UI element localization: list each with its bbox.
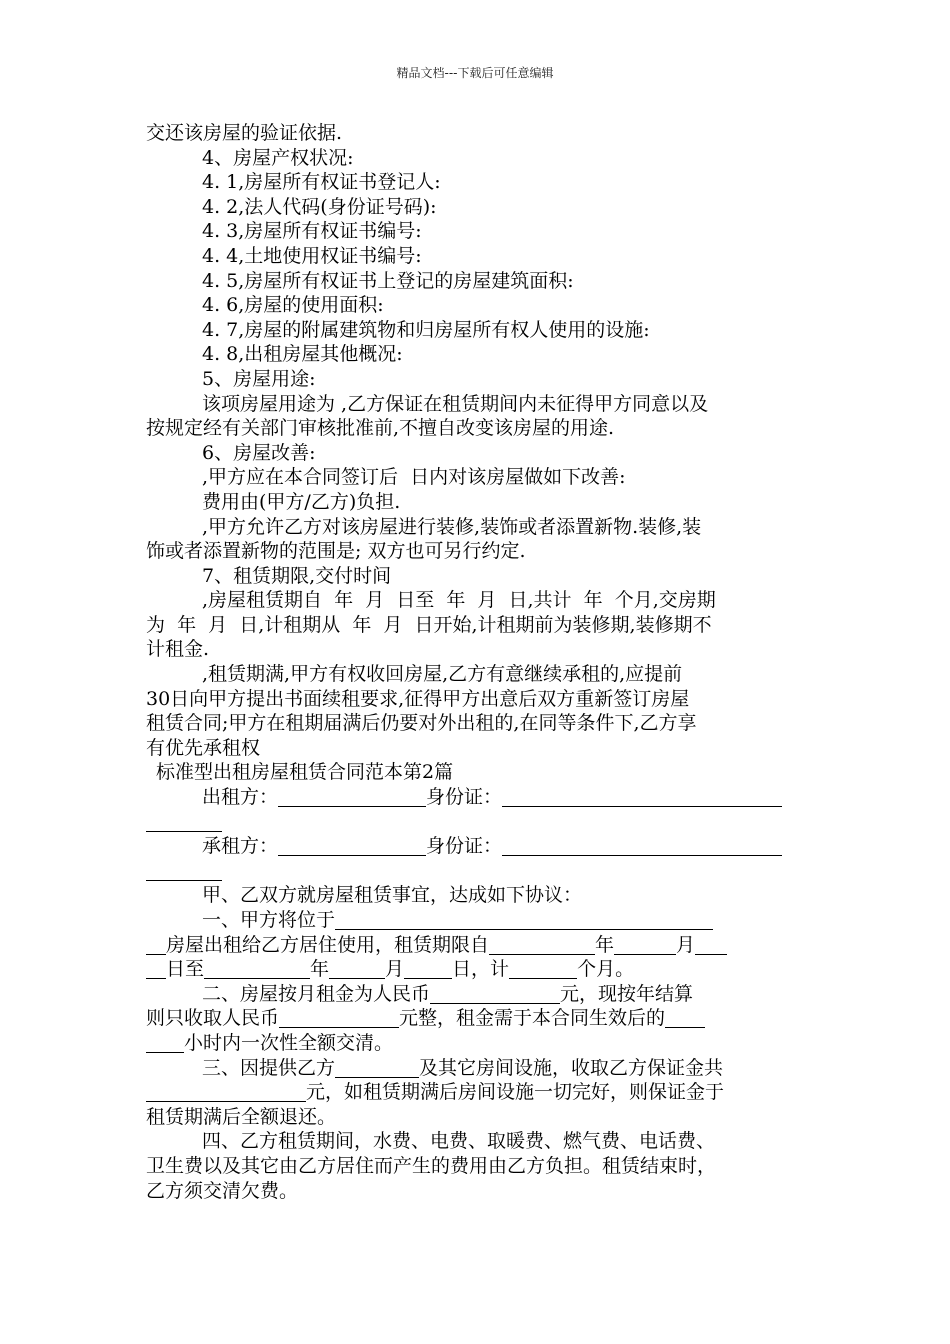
- clause-2-text: 元，现按年结算: [560, 982, 694, 1005]
- lessee-id-label: 身份证：: [426, 835, 503, 858]
- clause-3-line-2: [146, 1080, 810, 1105]
- clause-2-text: 二、房屋按月租金为人民币: [202, 982, 431, 1005]
- clause-2-line-2: [146, 1006, 810, 1031]
- clause-1-line-2: [146, 933, 810, 958]
- deposit-blank: [146, 1083, 306, 1102]
- subtitle: 标准型出租房屋租赁合同范本第2篇: [156, 761, 454, 784]
- address-blank: [335, 911, 713, 930]
- clause-2-line-1: [146, 982, 810, 1007]
- text-line: 租赁合同;甲方在租期届满后仍要对外出租的,在同等条件下,乙方享: [146, 712, 697, 735]
- clause-3-line-1: [146, 1056, 810, 1081]
- intro-line: 甲、乙双方就房屋租赁事宜，达成如下协议：: [202, 884, 583, 907]
- hours-blank-cont: [146, 1034, 184, 1053]
- end-month-blank: [329, 960, 385, 979]
- start-month-blank: [614, 936, 676, 955]
- end-year-blank: [204, 960, 310, 979]
- month-label: 月: [385, 958, 405, 981]
- section-heading: 4、房屋产权状况:: [202, 146, 354, 169]
- lessor-id-continuation: [146, 810, 810, 835]
- year-label: 年: [595, 933, 615, 956]
- section-heading: 6、房屋改善:: [202, 441, 316, 464]
- text-line: 4. 1,房屋所有权证书登记人:: [202, 171, 441, 194]
- clause-3-text: 三、因提供乙方: [202, 1056, 336, 1079]
- clause-3-text: 及其它房间设施，收取乙方保证金共: [419, 1056, 724, 1079]
- text-line: 计租金.: [146, 638, 210, 661]
- section-heading: 5、房屋用途:: [202, 367, 316, 390]
- text-line: ,甲方允许乙方对该房屋进行装修,装饰或者添置新物.装修,装: [202, 515, 702, 538]
- start-year-blank: [489, 936, 595, 955]
- monthly-rent-blank: [430, 985, 560, 1004]
- text-line: ,甲方应在本合同签订后 日内对该房屋做如下改善:: [202, 466, 626, 489]
- lessor-id-blank: [502, 788, 782, 807]
- year-label: 年: [310, 958, 330, 981]
- start-day-blank: [695, 936, 727, 955]
- text-line: 4. 7,房屋的附属建筑物和归房屋所有权人使用的设施:: [202, 318, 650, 341]
- clause-1-line-3: [146, 957, 810, 982]
- lessee-label: 承租方：: [202, 835, 279, 858]
- text-line: 4. 3,房屋所有权证书编号:: [202, 220, 422, 243]
- month-label: 月: [676, 933, 696, 956]
- section-heading: 7、租赁期限,交付时间: [202, 564, 392, 587]
- lessee-id-continuation: [146, 859, 810, 884]
- lessor-label: 出租方：: [202, 786, 279, 809]
- months-blank: [509, 960, 577, 979]
- clause-1-text: 一、甲方将位于: [202, 909, 336, 931]
- clause-1-line-1: [146, 908, 810, 933]
- text-line: ,租赁期满,甲方有权收回房屋,乙方有意继续承租的,应提前: [202, 663, 683, 686]
- blank: [146, 960, 166, 979]
- clause-3-text: 元，如租赁期满后房间设施一切完好，则保证金于: [306, 1081, 725, 1104]
- text-line: 费用由(甲方/乙方)负担.: [202, 490, 401, 513]
- hours-blank: [665, 1009, 705, 1028]
- clause-2-line-3: [146, 1031, 810, 1056]
- lessor-line: [146, 785, 810, 810]
- clause-4-line-2: 卫生费以及其它由乙方居住而产生的费用由乙方负担。租赁结束时，: [146, 1154, 717, 1177]
- clause-2-text: 则只收取人民币: [146, 1007, 280, 1030]
- annual-rent-blank: [279, 1009, 399, 1028]
- day-to-label: 日至: [166, 958, 205, 981]
- clause-4-line-1: 四、乙方租赁期间，水费、电费、取暖费、燃气费、电话费、: [202, 1130, 716, 1153]
- lessor-id-blank-cont: [146, 813, 222, 832]
- text-line: 交还该房屋的验证依据.: [146, 122, 343, 144]
- end-day-blank: [404, 960, 452, 979]
- lessor-id-label: 身份证：: [426, 786, 503, 809]
- clause-1-text: 房屋出租给乙方居住使用，租赁期限自: [166, 933, 490, 956]
- clause-2-text: 元整，租金需于本合同生效后的: [399, 1007, 666, 1030]
- clause-4-line-3: 乙方须交清欠费。: [146, 1179, 299, 1202]
- text-line: 饰或者添置新物的范围是; 双方也可另行约定.: [146, 540, 526, 563]
- text-line: 为 年 月 日,计租期从 年 月 日开始,计租期前为装修期,装修期不: [146, 613, 712, 636]
- text-line: 有优先承租权: [146, 736, 261, 759]
- text-line: 按规定经有关部门审核批准前,不擅自改变该房屋的用途.: [146, 417, 615, 440]
- text-line: 4. 6,房屋的使用面积:: [202, 294, 384, 317]
- lessee-id-blank: [502, 837, 782, 856]
- text-line: ,房屋租赁期自 年 月 日至 年 月 日,共计 年 个月,交房期: [202, 589, 716, 612]
- text-line: 30日向甲方提出书面续租要求,征得甲方出意后双方重新签订房屋: [146, 687, 690, 710]
- text-line: 4. 2,法人代码(身份证号码):: [202, 195, 437, 218]
- clause-3-line-3: 租赁期满后全额退还。: [146, 1105, 337, 1128]
- blank: [146, 936, 166, 955]
- text-line: 该项房屋用途为 ,乙方保证在租赁期间内未征得甲方同意以及: [202, 392, 709, 415]
- lessee-id-blank-cont: [146, 862, 222, 881]
- lessor-blank: [278, 788, 426, 807]
- clause-2-text: 小时内一次性全额交清。: [184, 1031, 394, 1054]
- day-label: 日，计: [452, 958, 510, 981]
- page-header: 精品文档---下载后可任意编辑: [396, 66, 554, 80]
- lessee-line: [146, 834, 810, 859]
- text-line: 4. 4,土地使用权证书编号:: [202, 244, 422, 267]
- document-body: [146, 121, 810, 1203]
- text-line: 4. 5,房屋所有权证书上登记的房屋建筑面积:: [202, 269, 574, 292]
- lessee-blank: [278, 837, 426, 856]
- months-label: 个月。: [577, 958, 635, 981]
- text-line: 4. 8,出租房屋其他概况:: [202, 343, 403, 366]
- facility-blank: [335, 1059, 419, 1078]
